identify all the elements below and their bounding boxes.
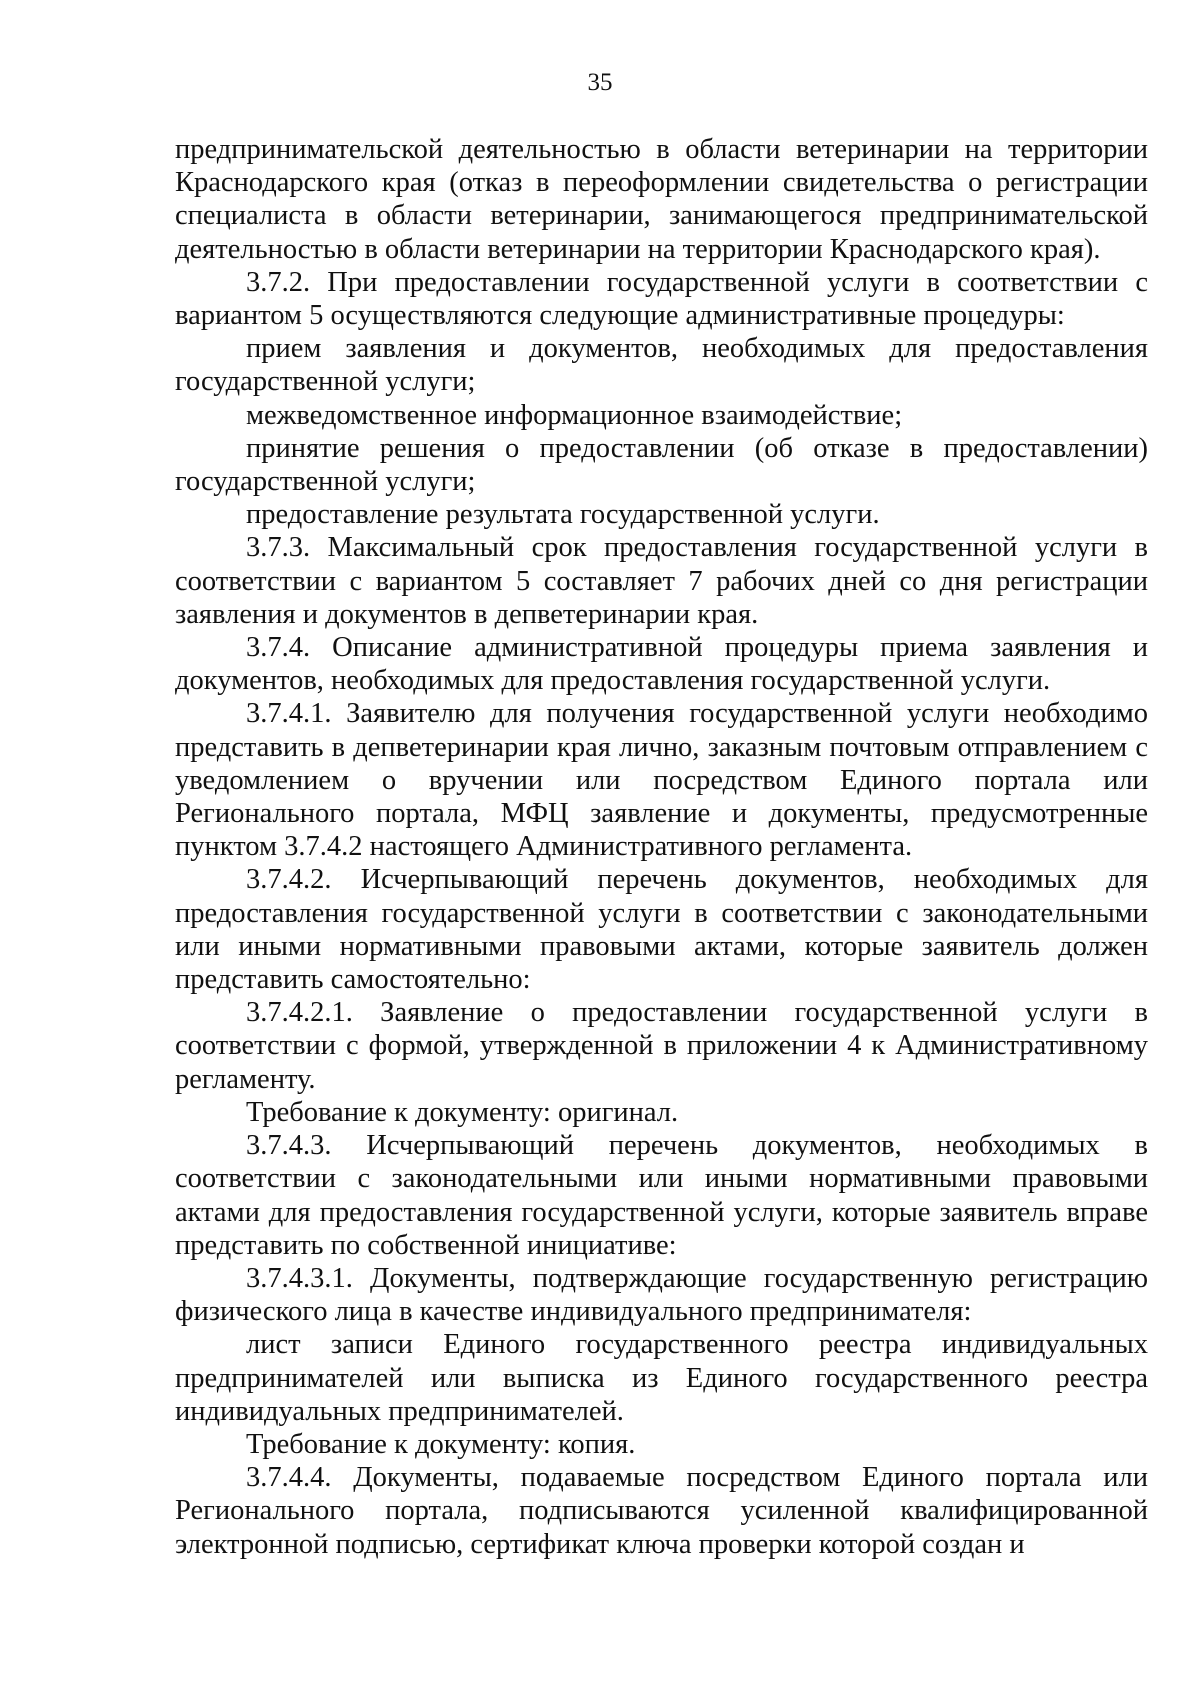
page-number: 35 xyxy=(587,69,613,96)
paragraph: принятие решения о предоставлении (об отказе в предоставлении) государственной услуги; xyxy=(175,432,1148,498)
paragraph: 3.7.4.3. Исчерпывающий перечень документов, необходимых в соответствии с законодательными или иными нормативными правовыми актами для предоставления государственной услуги, которые заявитель вправе представить по собственной инициативе: xyxy=(175,1130,1148,1261)
paragraph: 3.7.4.2.1. Заявление о предоставлении государственной услуги в соответствии с формой, утвержденной в приложении 4 к Административному регламенту. xyxy=(175,997,1148,1095)
paragraph: Требование к документу: копия. xyxy=(246,1428,636,1460)
paragraph: предпринимательской деятельностью в области ветеринарии на территории Краснодарского края (отказ в переоформлении свидетельства о регистрации специалиста в области ветеринарии, занимающегося предпринимательской деятельностью в области ветеринарии на территории Краснодарского края). xyxy=(175,134,1148,265)
paragraph: прием заявления и документов, необходимых для предоставления государственной услуги; xyxy=(175,333,1148,398)
paragraph: Требование к документу: оригинал. xyxy=(246,1096,679,1128)
document-body xyxy=(175,133,1148,1561)
paragraph: 3.7.4.2. Исчерпывающий перечень документов, необходимых для предоставления государственной услуги в соответствии с законодательными или иными нормативными правовыми актами, которые заявитель должен представить самостоятельно: xyxy=(175,864,1148,996)
paragraph: межведомственное информационное взаимодействие; xyxy=(246,399,903,431)
paragraph: 3.7.4.3.1. Документы, подтверждающие государственную регистрацию физического лица в качестве индивидуального предпринимателя: xyxy=(175,1262,1148,1328)
paragraph: лист записи Единого государственного реестра индивидуальных предпринимателей или выписка из Единого государственного реестра индивидуальных предпринимателей. xyxy=(175,1329,1148,1427)
paragraph: 3.7.4.1. Заявителю для получения государственной услуги необходимо представить в депветеринарии края лично, заказным почтовым отправлением с уведомлением о вручении или посредством Единого портала или Регионального портала, МФЦ заявление и документы, предусмотренные пунктом 3.7.4.2 настоящего Административного регламента. xyxy=(175,698,1148,863)
paragraph: 3.7.4. Описание административной процедуры приема заявления и документов, необходимых для предоставления государственной услуги. xyxy=(175,632,1148,697)
paragraph: 3.7.3. Максимальный срок предоставления государственной услуги в соответствии с вариантом 5 составляет 7 рабочих дней со дня регистрации заявления и документов в депветеринарии края. xyxy=(175,532,1148,630)
paragraph: 3.7.4.4. Документы, подаваемые посредством Единого портала или Регионального портала, подписываются усиленной квалифицированной электронной подписью, сертификат ключа проверки которой создан и xyxy=(175,1462,1148,1560)
paragraph: 3.7.2. При предоставлении государственной услуги в соответствии с вариантом 5 осуществляются следующие административные процедуры: xyxy=(175,266,1148,332)
paragraph: предоставление результата государственной услуги. xyxy=(246,499,880,531)
